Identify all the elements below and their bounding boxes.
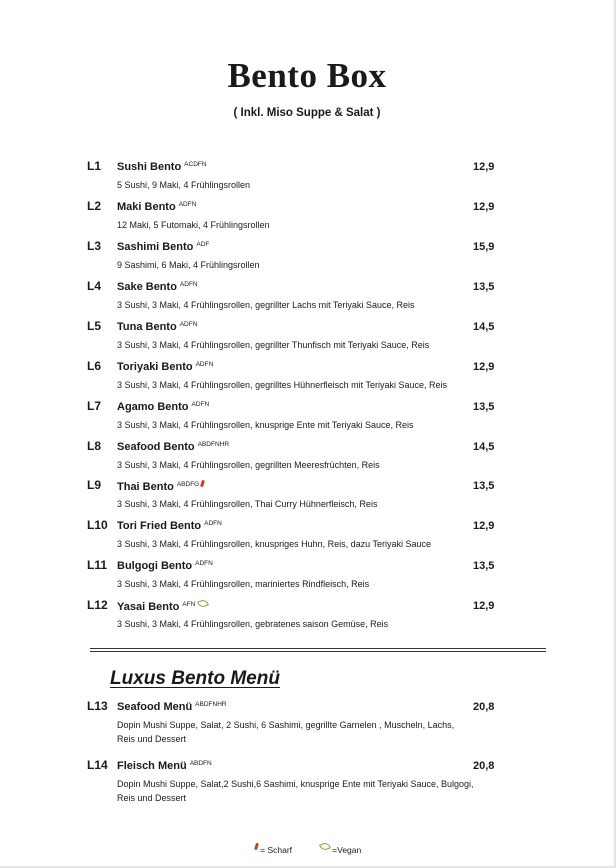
allergen-codes: AFN — [182, 601, 196, 608]
menu-item — [0, 239, 614, 275]
item-name: Fleisch Menü $^{ABDFN}$ — [117, 760, 212, 772]
item-price: 13,5 — [473, 401, 495, 413]
allergen-codes: ADFN — [178, 201, 197, 208]
item-price: 12,9 — [473, 201, 495, 213]
menu-item — [0, 439, 614, 475]
item-price: 13,5 — [473, 281, 495, 293]
item-code: L11 — [87, 558, 108, 572]
item-code: L10 — [87, 518, 108, 532]
item-code: L5 — [87, 319, 102, 333]
item-code: L14 — [87, 758, 108, 772]
allergen-codes: ADFN — [204, 520, 222, 527]
item-name: Sushi Bento $^{ACDFN}$ — [117, 161, 207, 173]
item-price: 12,9 — [473, 600, 495, 612]
allergen-codes: ADF — [196, 241, 210, 248]
allergen-codes: ACDFN — [184, 161, 207, 168]
item-price: 12,9 — [473, 361, 495, 373]
item-description: 3 Sushi, 3 Maki, 4 Frühlingsrollen, knuspriges Huhn, Reis, dazu Teriyaki Sauce — [117, 539, 431, 549]
allergen-codes: ADFN — [195, 560, 213, 567]
item-description: Dopin Mushi Suppe, Salat,2 Sushi,6 Sashimi, knusprige Ente mit Teriyaki Sauce, Bulgogi, Reis und Dessert — [117, 779, 474, 803]
item-name: Sashimi Bento $^{ADF}$ — [117, 241, 210, 253]
leaf-icon — [197, 599, 209, 609]
item-name: Bulgogi Bento $^{ADFN}$ — [117, 560, 213, 572]
item-name: Agamo Bento $^{ADFN}$ — [117, 401, 210, 413]
item-code: L6 — [87, 359, 102, 373]
item-description: 9 Sashimi, 6 Maki, 4 Frühlingsrollen — [117, 260, 260, 270]
menu-item — [0, 399, 614, 435]
item-description: 3 Sushi, 3 Maki, 4 Frühlingsrollen, gegrillter Lachs mit Teriyaki Sauce, Reis — [117, 300, 415, 310]
item-name: Tori Fried Bento $^{ADFN}$ — [117, 520, 222, 532]
menu-item — [0, 359, 614, 395]
allergen-codes: ADFN — [179, 321, 198, 328]
item-price: 20,8 — [473, 701, 495, 713]
leaf-icon — [319, 842, 331, 852]
section-divider — [90, 648, 546, 652]
allergen-codes: ABDFNHR — [197, 441, 230, 448]
item-price: 15,9 — [473, 241, 495, 253]
item-name: Seafood Menü $^{ABDFNHR}$ — [117, 701, 227, 713]
page-subtitle: ( Inkl. Miso Suppe & Salat ) — [233, 107, 381, 119]
item-price: 12,9 — [473, 520, 495, 532]
item-price: 13,5 — [473, 560, 495, 572]
menu-item — [0, 478, 614, 514]
allergen-codes: ABDFN — [189, 760, 212, 767]
item-code: L3 — [87, 239, 102, 253]
item-price: 12,9 — [473, 161, 495, 173]
menu-item — [0, 598, 614, 634]
item-description: 3 Sushi, 3 Maki, 4 Frühlingsrollen, gebratenes saison Gemüse, Reis — [117, 619, 389, 629]
item-price: 13,5 — [473, 480, 495, 492]
item-code: L1 — [87, 159, 102, 173]
item-description: 12 Maki, 5 Futomaki, 4 Frühlingsrollen — [117, 220, 270, 230]
legend-vegan-label: =Vegan — [332, 845, 362, 855]
item-code: L8 — [87, 439, 102, 453]
allergen-codes: ADFN — [195, 361, 214, 368]
item-code: L12 — [87, 598, 108, 612]
item-name: Sake Bento $^{ADFN}$ — [117, 281, 198, 293]
menu-item — [0, 159, 614, 195]
item-description: 3 Sushi, 3 Maki, 4 Frühlingsrollen, gegrillten Meeresfrüchten, Reis — [117, 460, 380, 470]
allergen-codes: ABDFG — [176, 481, 200, 488]
item-code: L2 — [87, 199, 102, 213]
menu-item — [0, 279, 614, 315]
allergen-codes: ADFN — [179, 281, 198, 288]
item-code: L13 — [87, 699, 108, 713]
menu-item — [0, 558, 614, 594]
item-description: 3 Sushi, 3 Maki, 4 Frühlingsrollen, Thai Curry Hühnerfleisch, Reis — [117, 499, 378, 509]
menu-item — [0, 518, 614, 554]
item-name: Toriyaki Bento $^{ADFN}$ — [117, 361, 214, 373]
item-code: L4 — [87, 279, 102, 293]
item-price: 14,5 — [473, 441, 495, 453]
item-price: 20,8 — [473, 760, 495, 772]
item-description: 3 Sushi, 3 Maki, 4 Frühlingsrollen, mariniertes Rindfleisch, Reis — [117, 579, 370, 589]
item-code: L9 — [87, 478, 102, 492]
menu-item — [0, 699, 614, 749]
item-name: Yasai Bento $^{AFN}$ — [117, 600, 208, 613]
chili-icon — [200, 480, 205, 488]
menu-item — [0, 319, 614, 355]
item-name: Thai Bento $^{ABDFG}$ — [117, 480, 204, 493]
item-code: L7 — [87, 399, 102, 413]
page-title: Bento Box — [227, 56, 387, 95]
chili-icon — [254, 843, 259, 851]
legend — [0, 843, 614, 855]
menu-item — [0, 758, 614, 808]
allergen-codes: ABDFNHR — [195, 701, 227, 708]
item-description: 3 Sushi, 3 Maki, 4 Frühlingsrollen, gegrilltes Hühnerfleisch mit Teriyaki Sauce, Reis — [117, 380, 447, 390]
item-description: Dopin Mushi Suppe, Salat, 2 Sushi, 6 Sashimi, gegrillte Garnelen , Muscheln, Lachs, Reis und Dessert — [117, 720, 455, 744]
item-name: Tuna Bento $^{ADFN}$ — [117, 321, 198, 333]
item-description: 3 Sushi, 3 Maki, 4 Frühlingsrollen, knusprige Ente mit Teriyaki Sauce, Reis — [117, 420, 414, 430]
luxus-section-title: Luxus Bento Menü — [110, 668, 280, 689]
legend-spicy-label: = Scharf — [260, 845, 293, 855]
item-description: 5 Sushi, 9 Maki, 4 Frühlingsrollen — [117, 180, 251, 190]
allergen-codes: ADFN — [191, 401, 210, 408]
item-name: Maki Bento $^{ADFN}$ — [117, 201, 197, 213]
item-name: Seafood Bento $^{ABDFNHR}$ — [117, 441, 230, 453]
menu-item — [0, 199, 614, 235]
item-description: 3 Sushi, 3 Maki, 4 Frühlingsrollen, gegrillter Thunfisch mit Teriyaki Sauce, Reis — [117, 340, 430, 350]
item-price: 14,5 — [473, 321, 495, 333]
